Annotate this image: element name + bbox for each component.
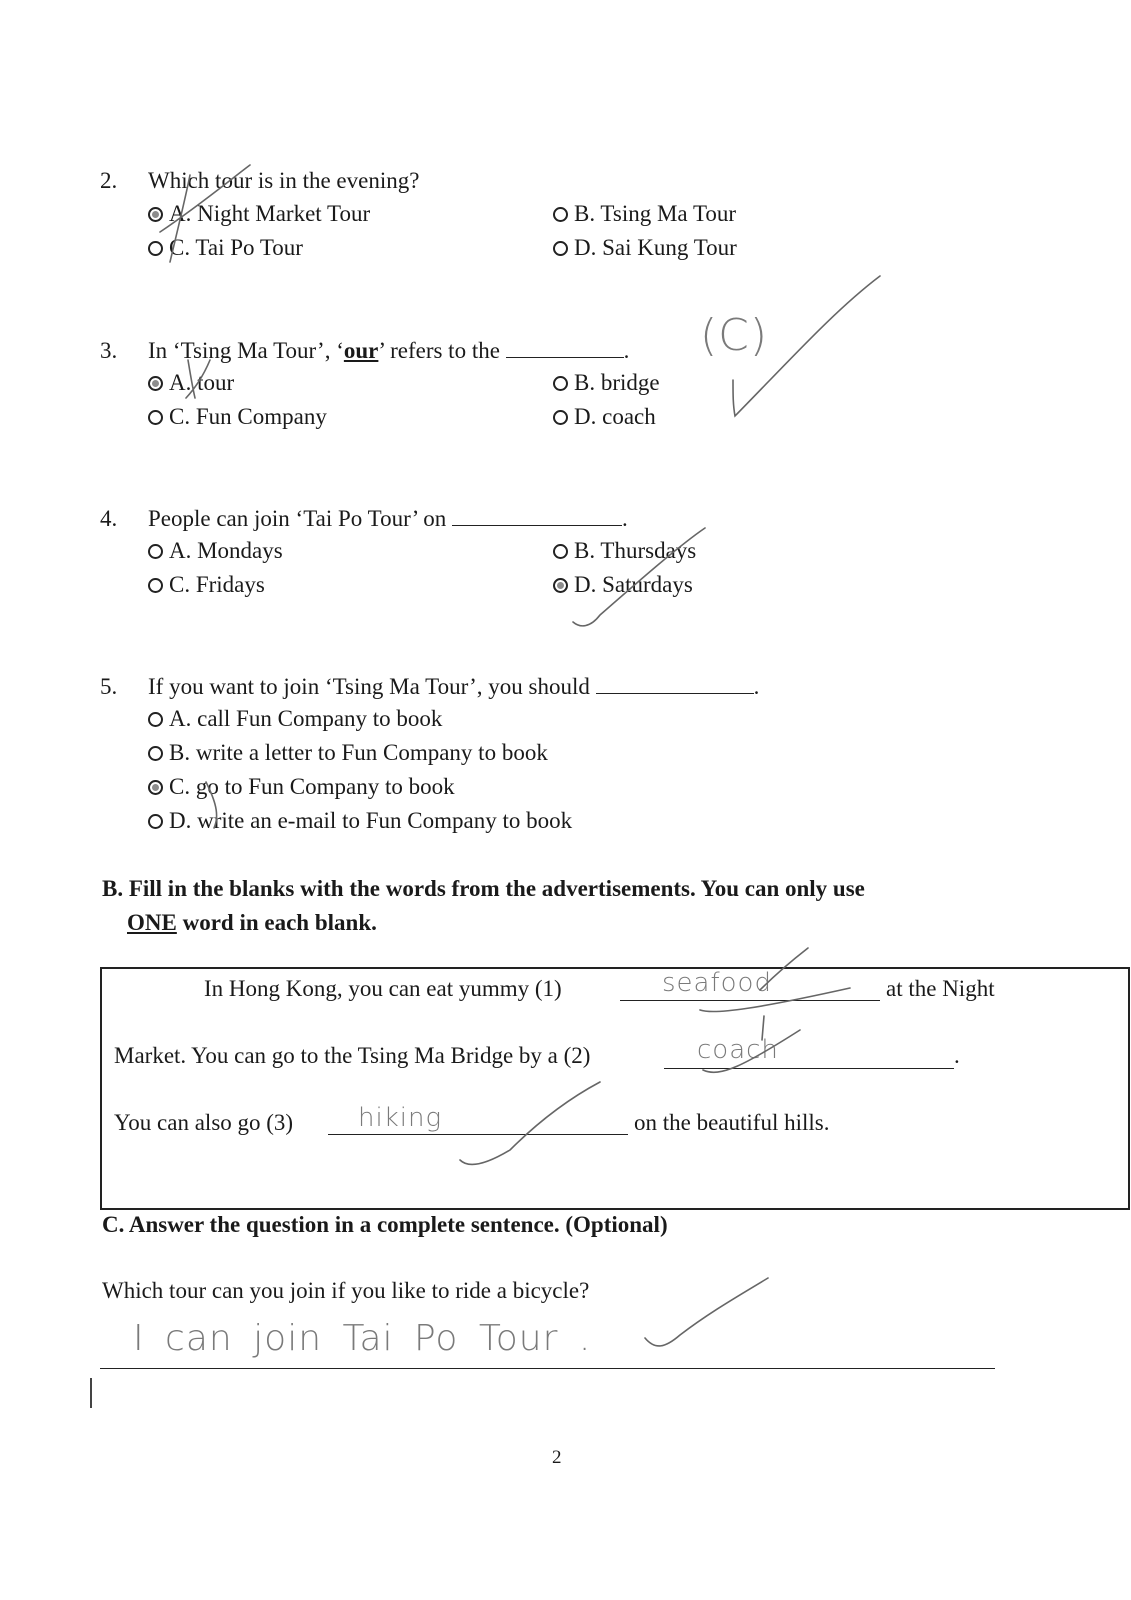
section-c-question: Which tour can you join if you like to ride a bicycle? bbox=[102, 1278, 590, 1303]
section-c-answer[interactable]: I can join Tai Po Tour . bbox=[133, 1318, 592, 1359]
question-2-number: 2. bbox=[100, 168, 118, 193]
b1-stroke bbox=[760, 948, 808, 990]
fill-line-2-before: Market. You can go to the Tsing Ma Bridge by a (2) bbox=[114, 1043, 591, 1068]
stem-text: People can join ‘Tai Po Tour’ on bbox=[148, 506, 447, 531]
option-label: C. Fridays bbox=[169, 572, 265, 597]
blank-2-answer[interactable]: coach bbox=[697, 1035, 779, 1065]
blank-1-answer[interactable]: seafood bbox=[662, 968, 772, 998]
stem-keyword: our bbox=[343, 338, 379, 363]
section-c-heading: C. Answer the question in a complete sentence. (Optional) bbox=[102, 1212, 668, 1237]
option-label: D. write an e-mail to Fun Company to book bbox=[169, 808, 573, 833]
question-4-stem: People can join ‘Tai Po Tour’ on . bbox=[148, 506, 628, 531]
fill-line-1-after: at the Night bbox=[886, 976, 995, 1001]
option-label: B. write a letter to Fun Company to book bbox=[169, 740, 548, 765]
option-label: D. Sai Kung Tour bbox=[574, 235, 737, 260]
question-2-stem: Which tour is in the evening? bbox=[148, 168, 420, 193]
option-label: C. Tai Po Tour bbox=[169, 235, 303, 260]
fill-line-1-before: In Hong Kong, you can eat yummy (1) bbox=[204, 976, 562, 1001]
heading-emphasis: ONE bbox=[127, 910, 177, 935]
q2-cross-mark bbox=[160, 165, 250, 262]
b1-check-mark bbox=[700, 988, 850, 1012]
option-label: A. call Fun Company to book bbox=[169, 706, 443, 731]
fill-line-2-period: . bbox=[954, 1043, 960, 1068]
section-b-heading: B. Fill in the blanks with the words from the advertisements. You can only use bbox=[102, 876, 865, 901]
option-label: D. Saturdays bbox=[574, 572, 693, 597]
stem-text: If you want to join ‘Tsing Ma Tour’, you should bbox=[148, 674, 590, 699]
question-5-number: 5. bbox=[100, 674, 118, 699]
q3-cross-mark bbox=[186, 360, 210, 398]
option-label: C. go to Fun Company to book bbox=[169, 774, 455, 799]
option-label: D. coach bbox=[574, 404, 656, 429]
stem-part: ’ refers to the bbox=[378, 338, 500, 363]
stem-part: In ‘Tsing Ma Tour’, ‘ bbox=[148, 338, 344, 363]
fill-line-3-after: on the beautiful hills. bbox=[634, 1110, 830, 1135]
blank-3-answer[interactable]: hiking bbox=[358, 1103, 443, 1133]
heading-rest: word in each blank. bbox=[176, 910, 377, 935]
question-3-number: 3. bbox=[100, 338, 118, 363]
q3-handwritten-answer: (C) bbox=[700, 310, 769, 361]
question-4-number: 4. bbox=[100, 506, 118, 531]
question-3-stem: In ‘Tsing Ma Tour’, ‘our’ refers to the . bbox=[148, 338, 630, 363]
b3-check-mark bbox=[460, 1082, 600, 1165]
q4-check-mark bbox=[573, 528, 705, 626]
option-label: B. bridge bbox=[574, 370, 660, 395]
c-check-mark bbox=[645, 1278, 768, 1346]
q3-check-mark bbox=[733, 276, 880, 416]
option-label: A. Night Market Tour bbox=[169, 201, 371, 226]
question-5-stem: If you want to join ‘Tsing Ma Tour’, you should . bbox=[148, 674, 760, 699]
option-label: A. tour bbox=[169, 370, 235, 395]
option-label: B. Thursdays bbox=[574, 538, 697, 563]
page-number: 2 bbox=[552, 1447, 562, 1468]
fill-line-3-before: You can also go (3) bbox=[114, 1110, 294, 1135]
option-label: B. Tsing Ma Tour bbox=[574, 201, 737, 226]
option-label: C. Fun Company bbox=[169, 404, 327, 429]
option-label: A. Mondays bbox=[169, 538, 283, 563]
q5-slash-mark bbox=[206, 782, 217, 828]
b2-check-mark bbox=[703, 1016, 800, 1072]
